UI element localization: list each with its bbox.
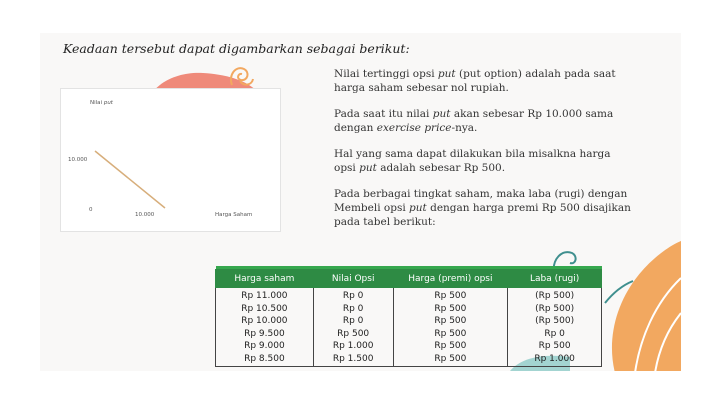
slide-heading: Keadaan tersebut dapat digambarkan sebagai berikut: xyxy=(63,41,410,56)
table-cell: Rp 500 xyxy=(393,303,508,316)
table-row xyxy=(216,315,602,328)
table-cell: Rp 1.000 xyxy=(508,353,602,366)
table-cell: Rp 1.000 xyxy=(313,340,393,353)
orange-swirl-decoration xyxy=(226,61,256,91)
table-cell: Rp 500 xyxy=(393,353,508,366)
paragraph-profit-loss: Pada berbagai tingkat saham, maka laba (rugi) dengan Membeli opsi put dengan harga premi Rp 500 disajikan pada tabel berikut: xyxy=(334,188,631,228)
profit-loss-table xyxy=(215,266,602,367)
table-cell: Rp 0 xyxy=(313,315,393,328)
x-tick-label: 10.000 xyxy=(135,212,155,218)
put-value-line xyxy=(95,151,165,208)
table-cell: Rp 500 xyxy=(393,315,508,328)
table-cell: Rp 9.500 xyxy=(216,328,314,341)
paragraph-highest-value: Nilai tertinggi opsi put (put option) adalah pada saat harga saham sebesar nol rupiah. xyxy=(334,68,616,94)
slide xyxy=(40,33,681,371)
table-row xyxy=(216,288,602,303)
table-cell: Rp 10.000 xyxy=(216,315,314,328)
header-option-value: Nilai Opsi xyxy=(313,270,393,288)
table-cell: Rp 0 xyxy=(313,303,393,316)
table-cell: Rp 11.000 xyxy=(216,288,314,303)
table-row xyxy=(216,303,602,316)
header-stock-price: Harga saham xyxy=(216,270,314,288)
y-tick-label: 10.000 xyxy=(68,157,88,163)
header-profit-loss: Laba (rugi) xyxy=(508,270,602,288)
x-axis-title: Harga Saham xyxy=(215,212,253,218)
table-cell: Rp 500 xyxy=(508,340,602,353)
header-option-premium: Harga (premi) opsi xyxy=(393,270,508,288)
table-cell: Rp 500 xyxy=(393,340,508,353)
table-cell: Rp 0 xyxy=(508,328,602,341)
paragraph-exercise-price: Pada saat itu nilai put akan sebesar Rp 10.000 sama dengan exercise price-nya. xyxy=(334,108,614,134)
y-axis-title: Nilai put xyxy=(90,100,113,106)
paragraph-premium: Hal yang sama dapat dilakukan bila misalkna harga opsi put adalah sebesar Rp 500. xyxy=(334,148,611,174)
chart-svg xyxy=(61,89,280,231)
put-value-chart xyxy=(60,88,281,232)
table-cell: Rp 1.500 xyxy=(313,353,393,366)
origin-label: 0 xyxy=(89,207,93,213)
table-row xyxy=(216,353,602,366)
table-cell: Rp 500 xyxy=(313,328,393,341)
explanation-text xyxy=(334,67,634,229)
table-cell: Rp 500 xyxy=(393,328,508,341)
table-cell: Rp 8.500 xyxy=(216,353,314,366)
table-cell: Rp 0 xyxy=(313,288,393,303)
table-row xyxy=(216,328,602,341)
table-cell: (Rp 500) xyxy=(508,303,602,316)
table-cell: (Rp 500) xyxy=(508,315,602,328)
table-cell: (Rp 500) xyxy=(508,288,602,303)
table-row xyxy=(216,340,602,353)
table-cell: Rp 10.500 xyxy=(216,303,314,316)
table-cell: Rp 500 xyxy=(393,288,508,303)
table-cell: Rp 9.000 xyxy=(216,340,314,353)
